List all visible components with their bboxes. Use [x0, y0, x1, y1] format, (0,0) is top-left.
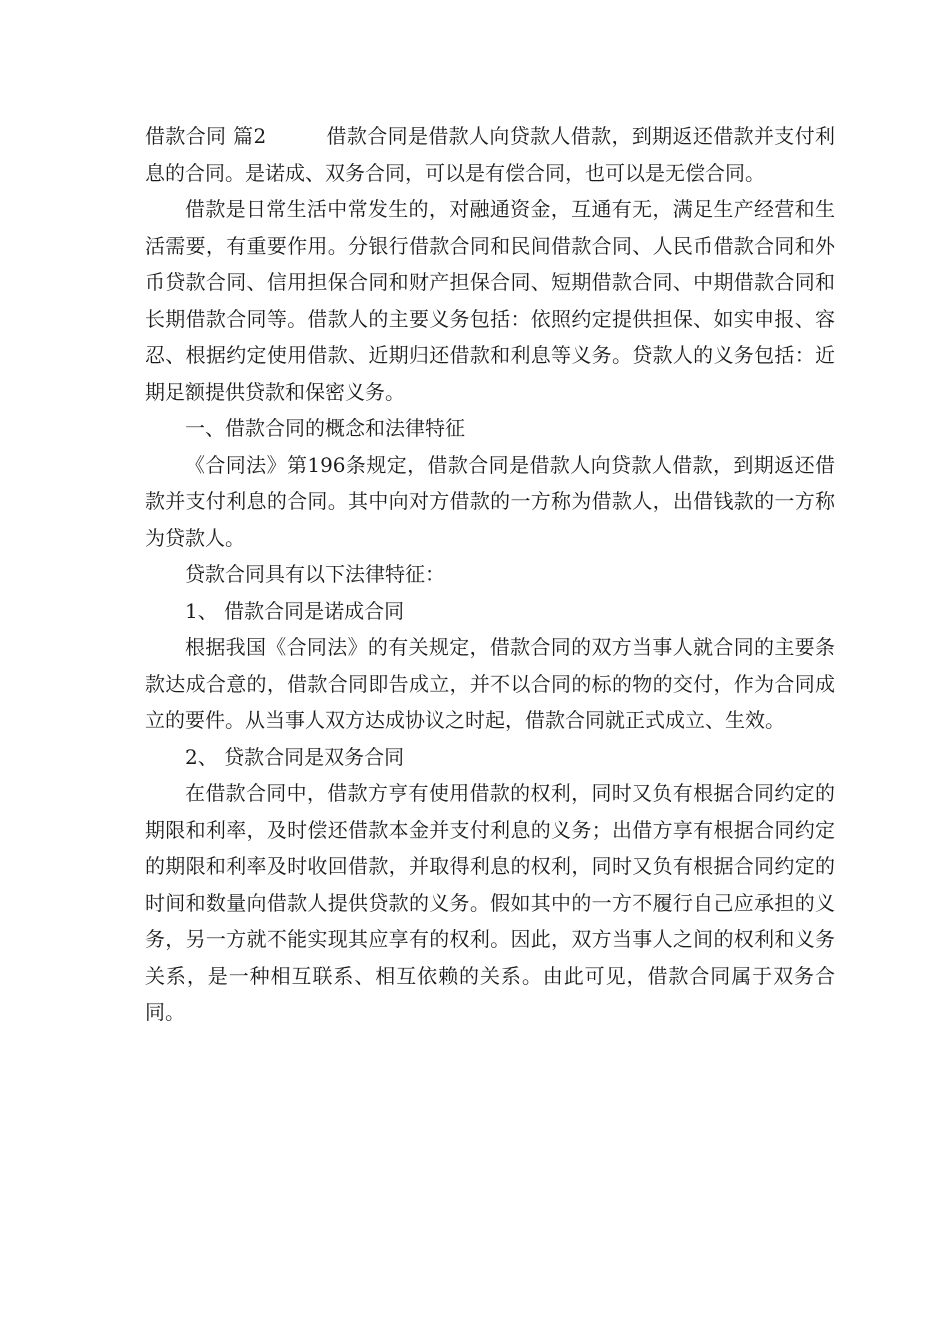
document-body: [145, 118, 835, 1031]
section-title-concept: 一、借款合同的概念和法律特征: [185, 416, 465, 440]
intro-paragraph: [145, 118, 835, 191]
paragraph-feature-2: 在借款合同中，借款方亨有使用借款的权利，同时又负有根据合同约定的期限和利率，及时偿还借款本金并支付利息的义务；出借方享有根据合同约定的期限和利率及时收回借款，并取得利息的权利，同时又负有根据合同约定的时间和数量向借款人提供贷款的义务。假如其中的一方不履行自己应承担的义务，另一方就不能实现其应享有的权利。因此，双方当事人之间的权利和义务关系，是一种相互联系、相互依赖的关系。由此可见，借款合同属于双务合同。: [145, 781, 835, 1024]
paragraph-overview: 借款是日常生活中常发生的，对融通资金，互通有无，满足生产经营和生活需要，有重要作用。分银行借款合同和民间借款合同、人民币借款合同和外币贷款合同、信用担保合同和财产担保合同、短期借款合同、中期借款合同和长期借款合同等。借款人的主要义务包括：依照约定提供担保、如实申报、容忍、根据约定使用借款、近期归还借款和利息等义务。贷款人的义务包括：近期足额提供贷款和保密义务。: [145, 197, 835, 404]
paragraph-features-intro: 贷款合同具有以下法律特征：: [185, 562, 445, 586]
section-heading-label: 借款合同 篇2: [145, 124, 267, 148]
paragraph-law-article: 《合同法》第196条规定，借款合同是借款人向贷款人借款，到期返还借款并支付利息的合同。其中向对方借款的一方称为借款人，出借钱款的一方称为贷款人。: [145, 452, 835, 550]
feature-heading-1: 1、 借款合同是诺成合同: [185, 598, 405, 623]
feature-heading-2: 2、 贷款合同是双务合同: [185, 744, 405, 769]
paragraph-feature-1: 根据我国《合同法》的有关规定，借款合同的双方当事人就合同的主要条款达成合意的，借款合同即告成立，并不以合同的标的物的交付，作为合同成立的要件。从当事人双方达成协议之时起，借款合同就正式成立、生效。: [145, 635, 835, 732]
intro-paragraph-text: 借款合同是借款人向贷款人借款，到期返还借款并支付利息的合同。是诺成、双务合同，可以是有偿合同，也可以是无偿合同。: [145, 124, 835, 185]
